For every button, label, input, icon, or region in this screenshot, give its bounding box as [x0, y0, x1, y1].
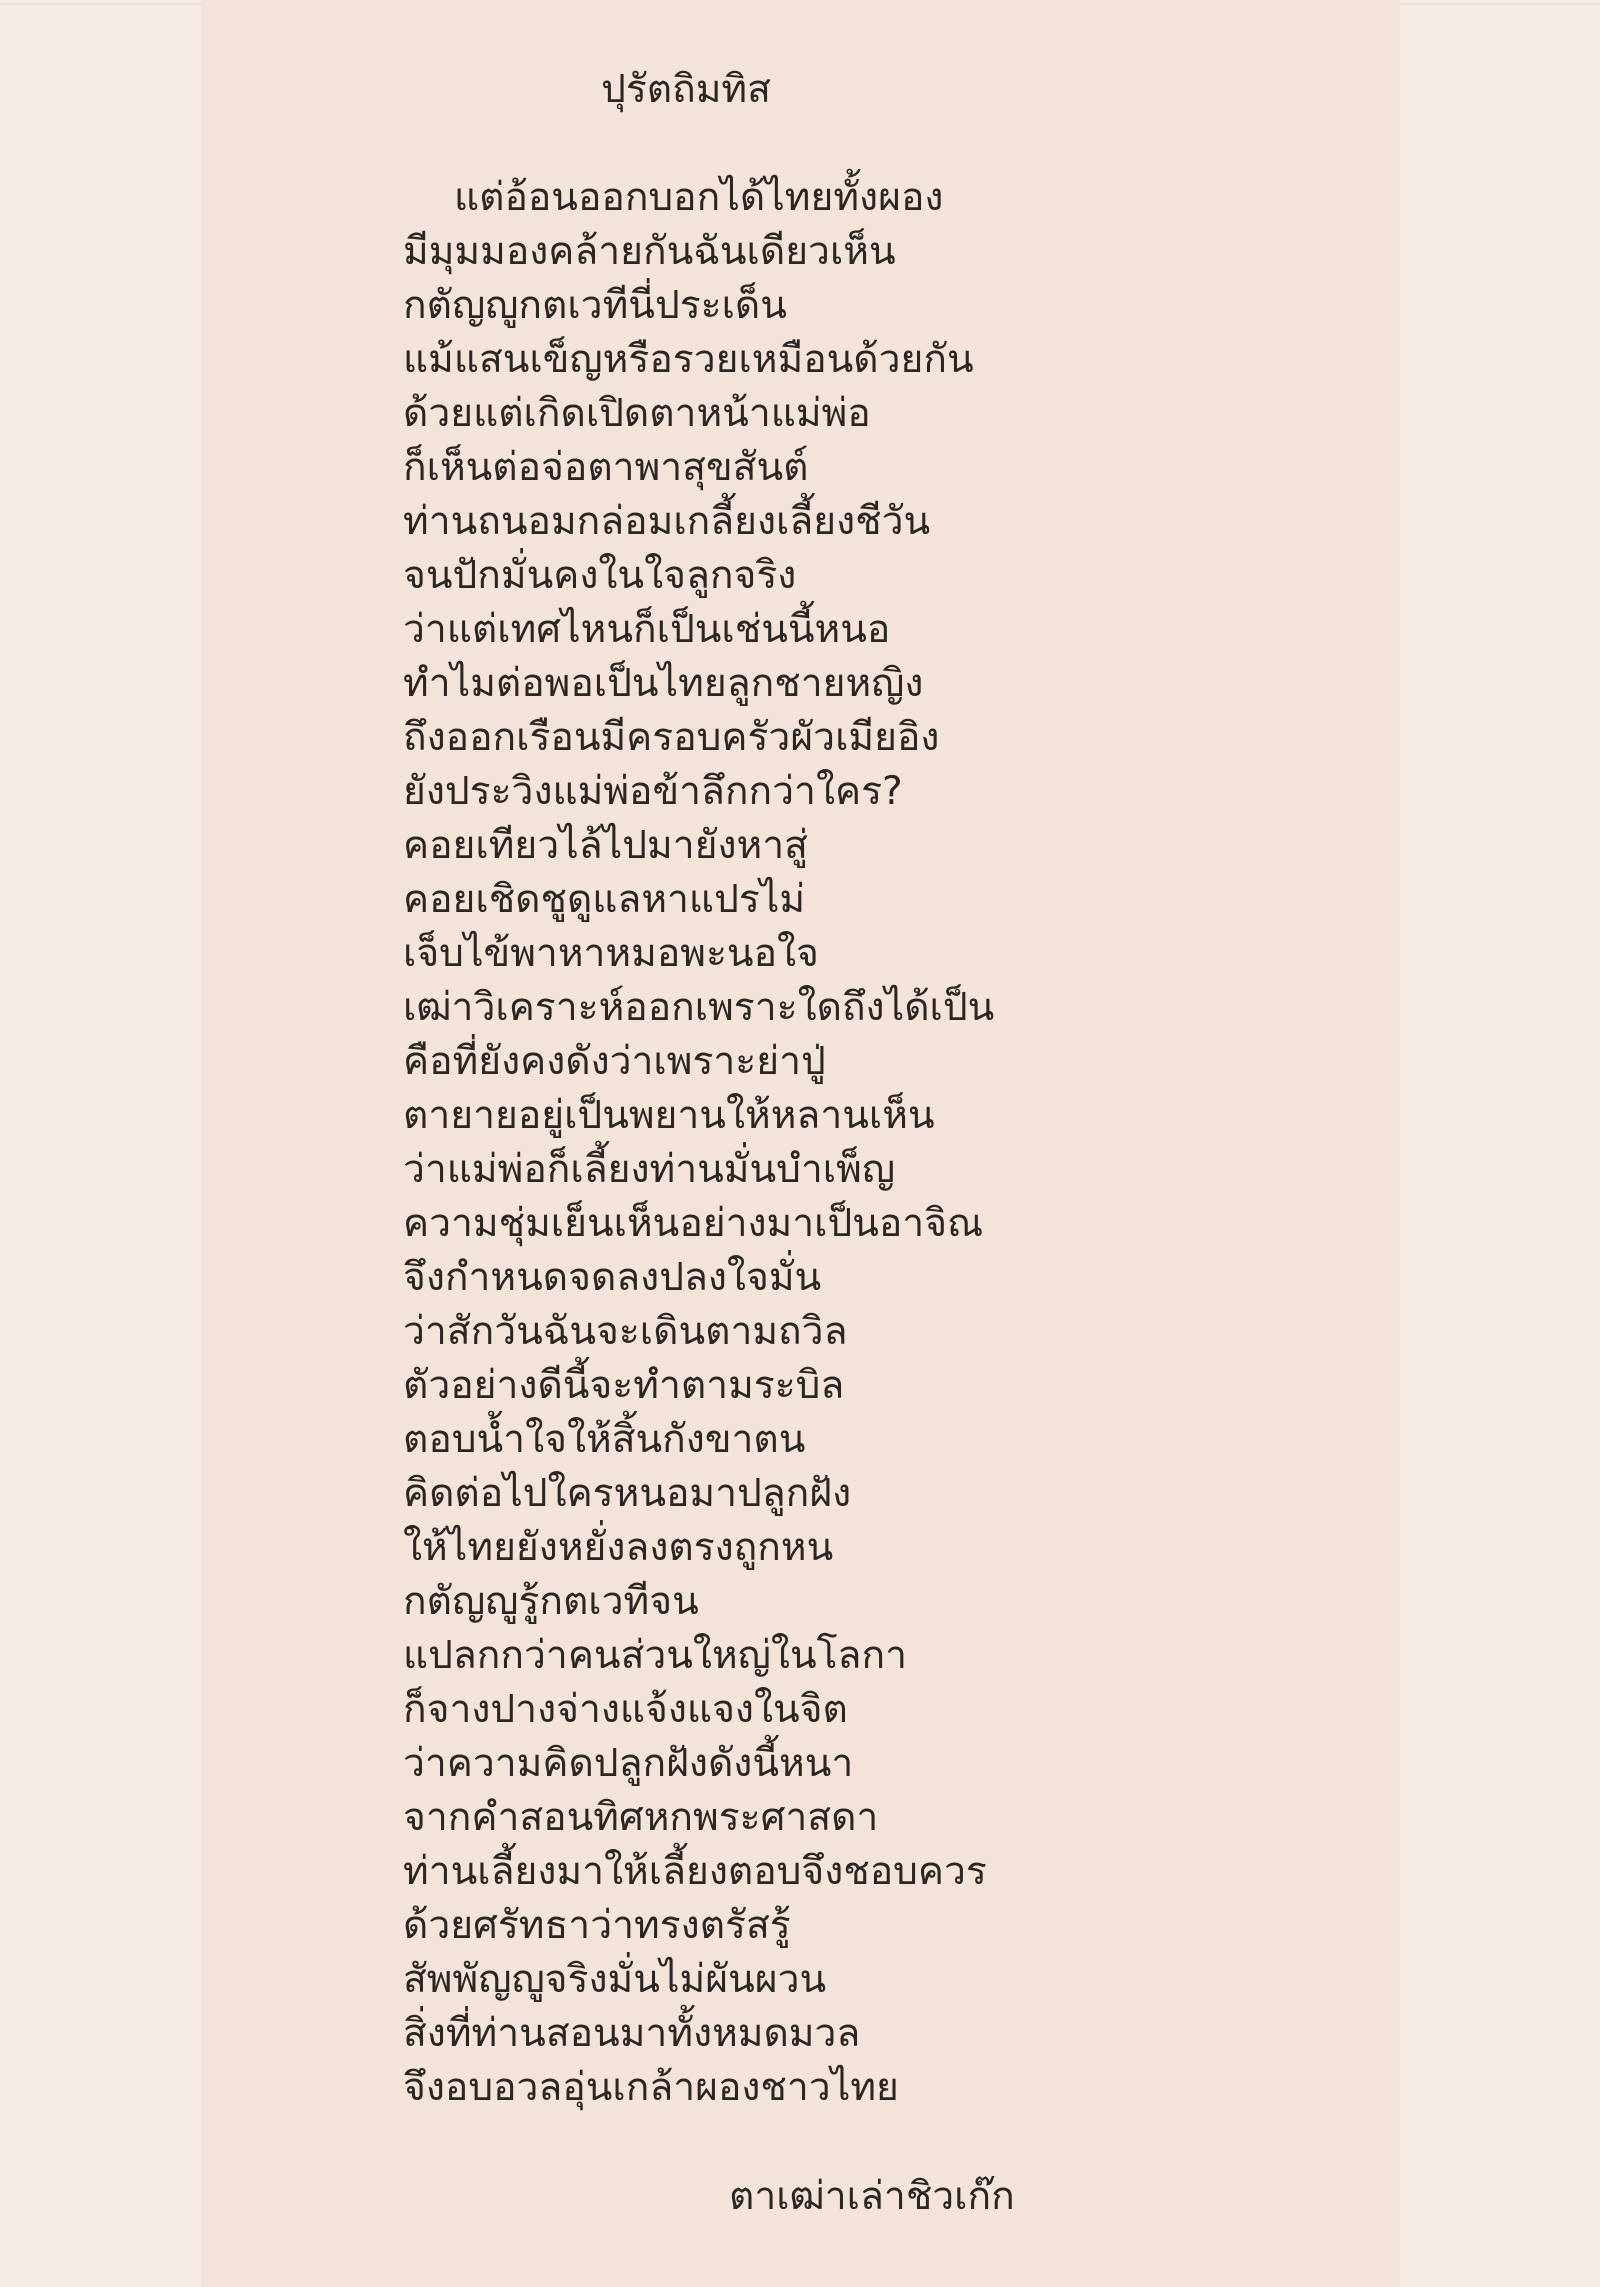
poem-line: ก็เห็นต่อจ่อตาพาสุขสันต์: [403, 445, 809, 490]
poem-line: จากคำสอนทิศหกพระศาสดา: [403, 1795, 879, 1840]
poem-line: ถึงออกเรือนมีครอบครัวผัวเมียอิง: [403, 715, 940, 760]
poem-signature: ตาเฒ่าเล่าชิวเก๊ก: [729, 2174, 1015, 2219]
poem-line: ตายายอยู่เป็นพยานให้หลานเห็น: [403, 1093, 935, 1138]
poem-line: กตัญญูกตเวทีนี่ประเด็น: [403, 283, 787, 328]
poem-line: แปลกกว่าคนส่วนใหญ่ในโลกา: [403, 1633, 907, 1678]
poem-line: ก็จางปางจ่างแจ้งแจงในจิต: [403, 1687, 848, 1732]
poem-line: คิดต่อไปใครหนอมาปลูกฝัง: [403, 1471, 852, 1516]
poem-line: ความชุ่มเย็นเห็นอย่างมาเป็นอาจิณ: [403, 1201, 984, 1246]
poem-line: คอยเชิดชูดูแลหาแปรไม่: [403, 877, 806, 922]
poem-title: ปุรัตถิมทิส: [601, 67, 771, 112]
poem-body: [403, 171, 1303, 2115]
poem-line: ว่าสักวันฉันจะเดินตามถวิล: [403, 1309, 848, 1354]
poem-line: ให้ไทยยังหยั่งลงตรงถูกหน: [403, 1525, 834, 1570]
poem-line: มีมุมมองคล้ายกันฉันเดียวเห็น: [403, 229, 896, 274]
poem-line: ว่าความคิดปลูกฝังดังนี้หนา: [403, 1741, 854, 1786]
poem-line: กตัญญูรู้กตเวทีจน: [403, 1579, 699, 1624]
poem-line: ว่าแม่พ่อก็เลี้ยงท่านมั่นบำเพ็ญ: [403, 1147, 896, 1192]
poem-line: ท่านถนอมกล่อมเกลี้ยงเลี้ยงชีวัน: [403, 499, 931, 544]
poem-line: คือที่ยังคงดังว่าเพราะย่าปู่: [403, 1039, 826, 1084]
poem-line: คอยเทียวไล้ไปมายังหาสู่: [403, 823, 808, 868]
poem-line: เฒ่าวิเคราะห์ออกเพราะใดถึงได้เป็น: [403, 985, 995, 1030]
poem-line: ว่าแต่เทศไหนก็เป็นเช่นนี้หนอ: [403, 607, 891, 652]
poem-line: สัพพัญญูจริงมั่นไม่ผันผวน: [403, 1957, 827, 2002]
poem-line: แม้แสนเข็ญหรือรวยเหมือนด้วยกัน: [403, 337, 974, 382]
poem-line: จึงอบอวลอุ่นเกล้าผองชาวไทย: [403, 2065, 899, 2110]
poem-line: สิ่งที่ท่านสอนมาทั้งหมดมวล: [403, 2011, 861, 2056]
poem-line: ด้วยศรัทธาว่าทรงตรัสรู้: [403, 1903, 791, 1948]
poem-line: ตอบน้ำใจให้สิ้นกังขาตน: [403, 1417, 806, 1462]
poem-line: จนปักมั่นคงในใจลูกจริง: [403, 553, 797, 598]
poem-line: เจ็บไข้พาหาหมอพะนอใจ: [403, 931, 819, 976]
poem-line: จึงกำหนดจดลงปลงใจมั่น: [403, 1255, 822, 1300]
poem-line: ด้วยแต่เกิดเปิดตาหน้าแม่พ่อ: [403, 391, 871, 436]
poem-line: ตัวอย่างดีนี้จะทำตามระบิล: [403, 1363, 845, 1408]
poem-line: ยังประวิงแม่พ่อข้าลึกกว่าใคร?: [403, 769, 903, 814]
poem-line: แต่อ้อนออกบอกได้ไทยทั้งผอง: [454, 175, 944, 220]
poem-line: ทำไมต่อพอเป็นไทยลูกชายหญิง: [403, 661, 924, 706]
poem-line: ท่านเลี้ยงมาให้เลี้ยงตอบจึงชอบควร: [403, 1849, 987, 1894]
